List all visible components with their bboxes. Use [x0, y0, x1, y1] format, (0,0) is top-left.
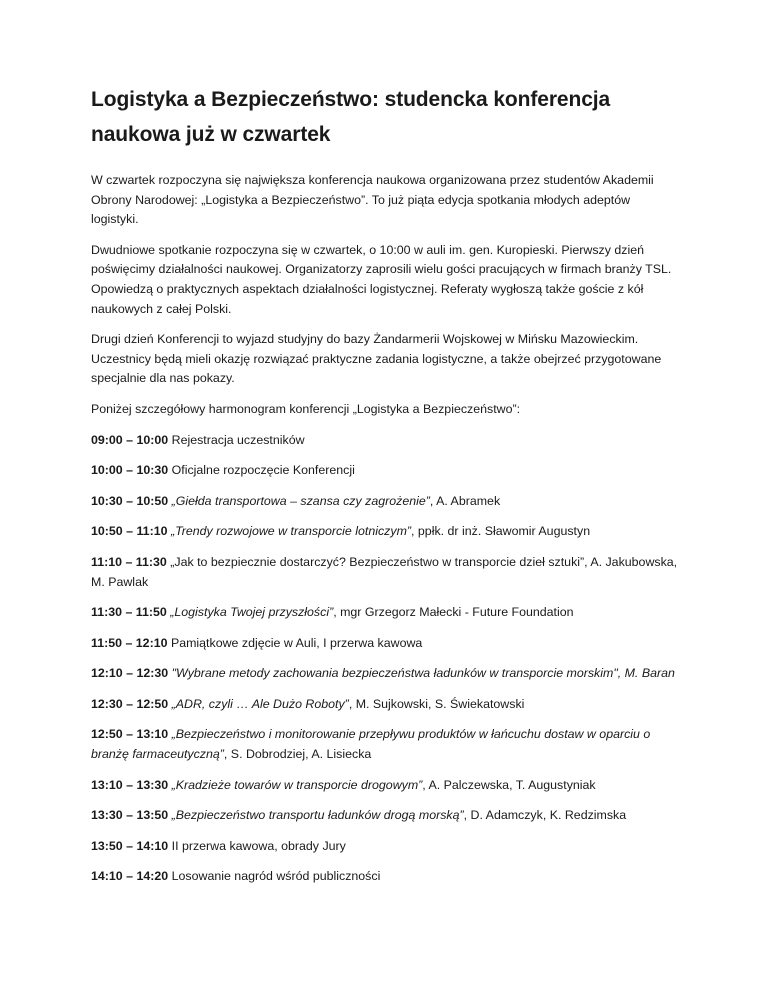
schedule-title: „ADR, czyli … Ale Dużo Roboty”: [171, 696, 349, 711]
schedule-title: II przerwa kawowa, obrady Jury: [171, 838, 346, 853]
schedule-authors: , A. Abramek: [429, 493, 501, 508]
schedule-item: [91, 634, 679, 654]
schedule-item: [91, 725, 679, 764]
schedule-time: 13:10 – 13:30: [91, 777, 169, 792]
schedule-title: Pamiątkowe zdjęcie w Auli, I przerwa kawowa: [170, 635, 423, 650]
schedule-time: 09:00 – 10:00: [91, 432, 169, 447]
schedule-time: 10:00 – 10:30: [91, 463, 169, 478]
schedule-time: 13:50 – 14:10: [91, 838, 169, 853]
schedule-title: „Trendy rozwojowe w transporcie lotniczym”: [170, 524, 412, 539]
schedule-item: [91, 806, 679, 826]
schedule-title: „Giełda transportowa – szansa czy zagrożenie”: [171, 493, 430, 508]
schedule-item: [91, 867, 679, 887]
schedule-title: "Wybrane metody zachowania bezpieczeństwa ładunków w transporcie morskim", M. Baran: [171, 666, 675, 681]
schedule-time: 12:10 – 12:30: [91, 666, 169, 681]
schedule-item: [91, 492, 679, 512]
schedule-title: Oficjalne rozpoczęcie Konferencji: [171, 463, 355, 478]
first-day-paragraph: Dwudniowe spotkanie rozpoczyna się w czwartek, o 10:00 w auli im. gen. Kuropieski. Pierwszy dzień poświęcimy działalności naukowej. Organizatorzy zaprosili wielu gości pracujących w firmach branży TSL. Opowiedzą o praktycznych aspektach działalności logistycznej. Referaty wygłoszą także goście z kół naukowych z całej Polski.: [91, 242, 672, 316]
schedule-item: [91, 664, 679, 684]
schedule-title: „Jak to bezpiecznie dostarczyć? Bezpieczeństwo w transporcie dzieł sztuki”: [170, 554, 585, 569]
schedule-intro: Poniżej szczegółowy harmonogram konferencji „Logistyka a Bezpieczeństwo”:: [91, 401, 521, 416]
schedule-time: 11:30 – 11:50: [91, 605, 167, 620]
schedule-title: „Logistyka Twojej przyszłości”: [170, 605, 334, 620]
schedule-title: „Bezpieczeństwo i monitorowanie przepływu produktów w łańcuchu dostaw w oparciu o branżę farmaceutyczną”: [91, 727, 651, 762]
intro-paragraph: W czwartek rozpoczyna się największa konferencja naukowa organizowana przez studentów Akademii Obrony Narodowej: „Logistyka a Bezpieczeństwo”. To już piąta edycja spotkania młodych adeptów logistyki.: [91, 173, 654, 227]
schedule-time: 10:30 – 10:50: [91, 493, 169, 508]
schedule-authors: , S. Dobrodziej, A. Lisiecka: [223, 747, 372, 762]
schedule-authors: , A. Palczewska, T. Augustyniak: [422, 777, 596, 792]
schedule-authors: , ppłk. dr inż. Sławomir Augustyn: [411, 524, 591, 539]
schedule-time: 10:50 – 11:10: [91, 524, 168, 539]
schedule-title: Rejestracja uczestników: [171, 432, 305, 447]
schedule-item: [91, 461, 679, 481]
schedule-time: 12:30 – 12:50: [91, 696, 169, 711]
schedule-item: [91, 837, 679, 857]
schedule-item: [91, 553, 679, 592]
schedule-time: 11:10 – 11:30: [91, 554, 167, 569]
schedule-authors: , A. Jakubowska, M. Pawlak: [91, 554, 678, 589]
schedule-time: 12:50 – 13:10: [91, 727, 169, 742]
schedule-time: 11:50 – 12:10: [91, 635, 168, 650]
schedule-authors: , D. Adamczyk, K. Redzimska: [463, 808, 627, 823]
article-title: Logistyka a Bezpieczeństwo: studencka konferencja naukowa już w czwartek: [91, 88, 611, 146]
schedule-authors: , mgr Grzegorz Małecki - Future Foundation: [333, 605, 574, 620]
schedule-title: Losowanie nagród wśród publiczności: [171, 869, 381, 884]
schedule-authors: , M. Sujkowski, S. Świekatowski: [348, 696, 525, 711]
schedule-item: [91, 522, 679, 542]
schedule-time: 13:30 – 13:50: [91, 808, 169, 823]
document-page: [91, 82, 679, 898]
schedule-item: [91, 603, 679, 623]
schedule-time: 14:10 – 14:20: [91, 869, 169, 884]
schedule-item: [91, 695, 679, 715]
schedule-item: [91, 776, 679, 796]
schedule-title: „Kradzieże towarów w transporcie drogowym”: [171, 777, 423, 792]
schedule-item: [91, 431, 679, 451]
schedule-title: „Bezpieczeństwo transportu ładunków drogą morską”: [171, 808, 464, 823]
second-day-paragraph: Drugi dzień Konferencji to wyjazd studyjny do bazy Żandarmerii Wojskowej w Mińsku Mazowieckim. Uczestnicy będą mieli okazję rozwiązać praktyczne zadania logistyczne, a także obejrzeć przygotowane specjalnie dla nas pokazy.: [91, 332, 662, 386]
